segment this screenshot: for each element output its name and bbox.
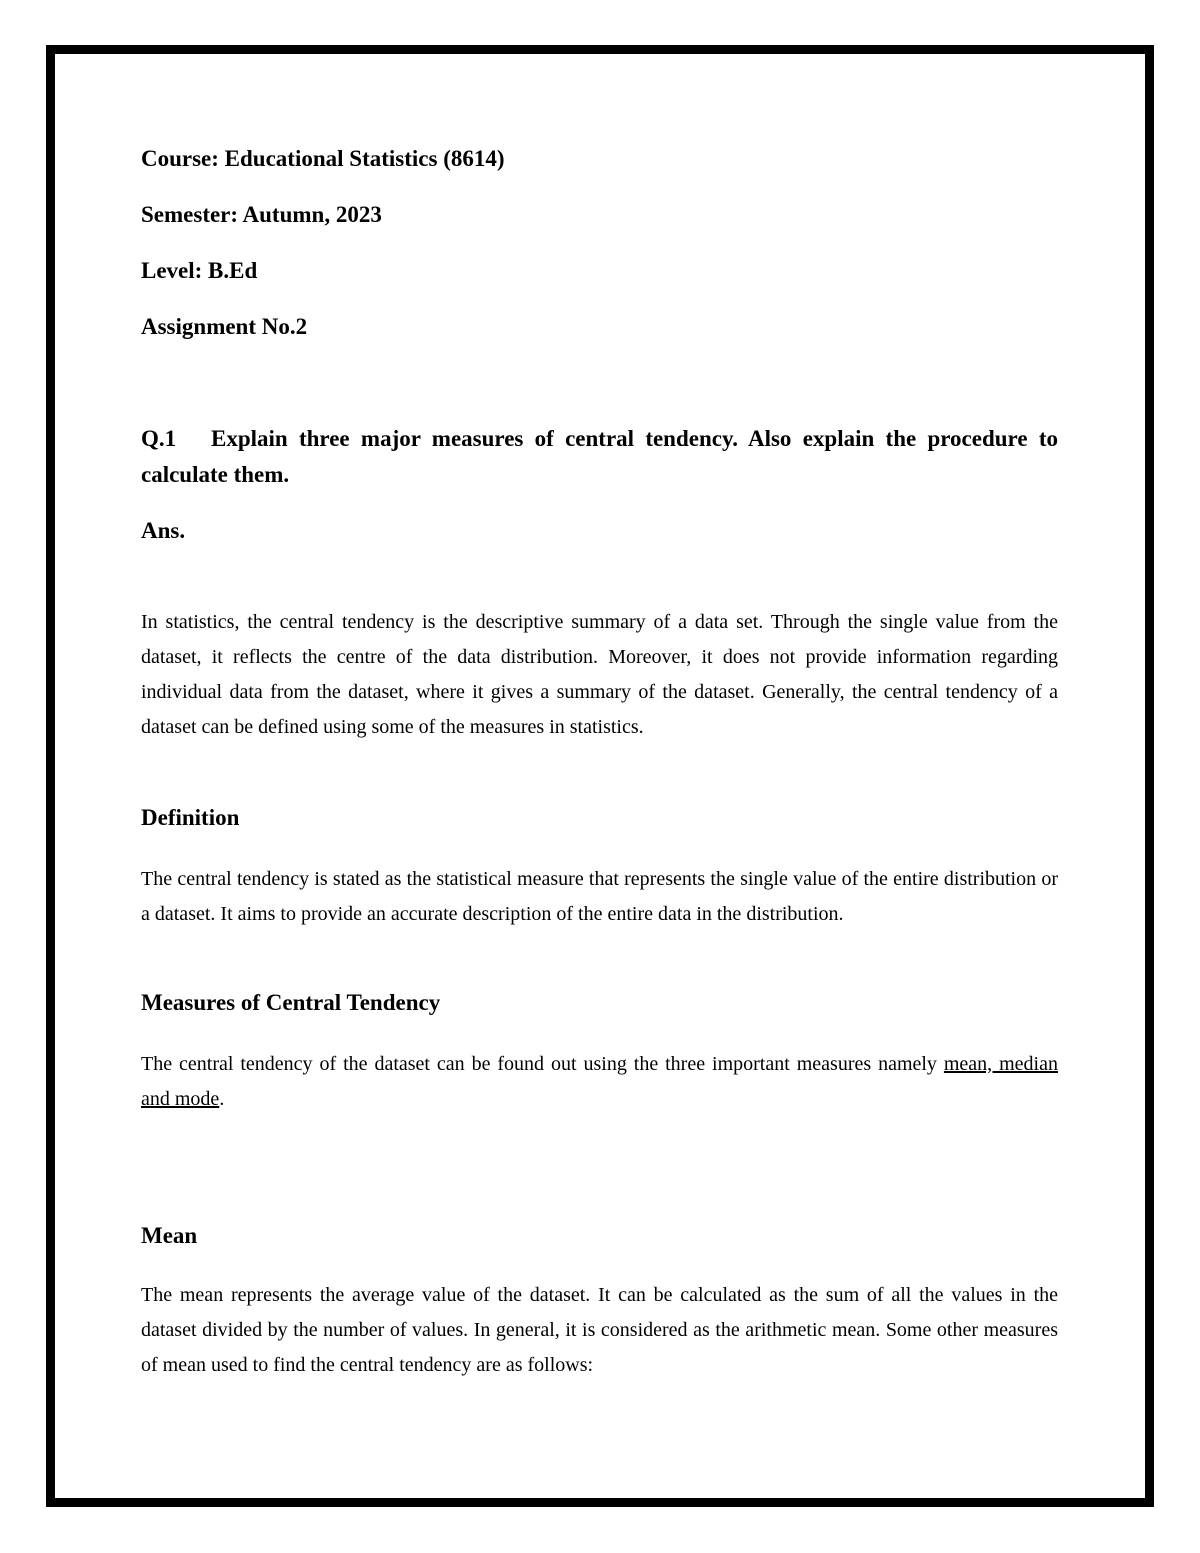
course-line: Course: Educational Statistics (8614) [141, 146, 505, 171]
assignment-line: Assignment No.2 [141, 314, 308, 339]
answer-label: Ans. [141, 518, 186, 543]
level-line: Level: B.Ed [141, 258, 258, 283]
mean-paragraph: The mean represents the average value of the dataset. It can be calculated as the sum of all the values in the dataset divided by the number of values. In general, it is considered as the arithmetic mean. Some other measures of mean used to find the central tendency are as follows: [141, 1284, 1058, 1376]
measures-heading: Measures of Central Tendency [141, 990, 441, 1015]
definition-paragraph: The central tendency is stated as the statistical measure that represents the single value of the entire distribution or a dataset. It aims to provide an accurate description of the entire data in the distribution. [141, 868, 1058, 925]
measures-link[interactable]: mean, median and mode [141, 1053, 1058, 1110]
question-number: Q.1 [141, 426, 177, 451]
measures-text-before: The central tendency of the dataset can be found out using the three important measures namely [141, 1053, 944, 1075]
measures-text-after: . [219, 1088, 225, 1110]
question-block [141, 421, 1058, 493]
semester-line: Semester: Autumn, 2023 [141, 202, 382, 227]
measures-paragraph [141, 1047, 1058, 1117]
definition-heading: Definition [141, 805, 240, 830]
intro-paragraph: In statistics, the central tendency is the descriptive summary of a data set. Through the single value from the dataset, it reflects the centre of the data distribution. Moreover, it does not provide information regarding individual data from the dataset, where it gives a summary of the dataset. Generally, the central tendency of a dataset can be defined using some of the measures in statistics. [141, 611, 1058, 738]
question-text: Explain three major measures of central tendency. Also explain the procedure to calculate them. [141, 426, 1058, 487]
mean-heading: Mean [141, 1223, 198, 1248]
